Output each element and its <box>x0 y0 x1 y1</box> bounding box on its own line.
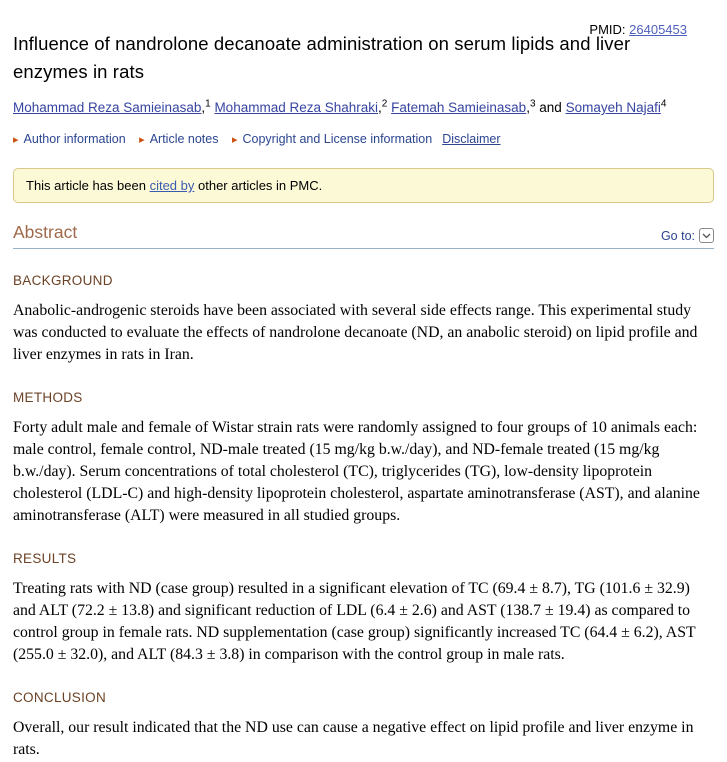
pmid-label: PMID: <box>589 22 626 37</box>
article-title: Influence of nandrolone decanoate administration on serum lipids and liver enzymes in rats <box>13 33 631 82</box>
section-text-background: Anabolic-androgenic steroids have been associated with several side effects range. This experimental study was conducted to evaluate the effects of nandrolone decanoate (ND, an anabolic steroid) on lipid profile and liver enzymes in rats in Iran. <box>13 302 698 363</box>
author-link-1[interactable]: Mohammad Reza Samieinasab <box>13 100 202 115</box>
article-notes-link[interactable]: Article notes <box>149 132 219 146</box>
section-heading-conclusion: CONCLUSION <box>13 690 107 705</box>
author-affiliation-sup-3: 3 <box>529 98 536 110</box>
section-heading-results: RESULTS <box>13 551 77 566</box>
goto-label[interactable]: Go to: <box>660 228 695 243</box>
article-page <box>0 22 727 761</box>
authors-line <box>13 99 714 117</box>
goto-control[interactable] <box>661 228 714 243</box>
author-information-link[interactable]: Author information <box>23 132 126 146</box>
notice-text-after: other articles in PMC. <box>194 178 323 193</box>
disclaimer-link[interactable]: Disclaimer <box>442 132 501 146</box>
arrow-bullet-icon: ▸ <box>13 134 19 146</box>
copyright-license-link[interactable]: Copyright and License information <box>242 132 433 146</box>
author-link-4[interactable]: Somayeh Najafi <box>565 100 661 115</box>
authors-conjunction: and <box>539 100 562 115</box>
section-heading-background: BACKGROUND <box>13 273 113 288</box>
section-text-methods: Forty adult male and female of Wistar strain rats were randomly assigned to four groups of 10 animals each: male control, female control, ND-male treated (15 mg/kg b.w./day), and ND-female treated (15 mg/kg b.w./day). Serum concentrations of total cholesterol (TC), triglycerides (TG), low-density lipoprotein cholesterol (LDL-C) and high-density lipoprotein cholesterol, aspartate aminotransferase (AST), and alanine aminotransferase (ALT) were measured in all studied groups. <box>13 419 700 524</box>
pmid-line <box>589 22 687 37</box>
section-heading-methods: METHODS <box>13 390 83 405</box>
abstract-header <box>13 222 714 249</box>
author-link-3[interactable]: Fatemah Samieinasab <box>391 100 527 115</box>
author-affiliation-sup-2: 2 <box>381 98 388 110</box>
author-separator: , <box>526 100 530 115</box>
author-link-2[interactable]: Mohammad Reza Shahraki <box>214 100 379 115</box>
author-separator: , <box>378 100 382 115</box>
arrow-bullet-icon: ▸ <box>231 134 238 146</box>
section-text-results: Treating rats with ND (case group) resulted in a significant elevation of TC (69.4 ± 8.7), TG (101.6 ± 32.9) and ALT (72.2 ± 13.8) and significant reduction of LDL (6.4 ± 2.6) and AST (138.7 ± 19.4) as compared to control group in female rats. ND supplementation (case group) significantly increased TC (64.4 ± 6.2), AST (255.0 ± 32.0), and ALT (84.3 ± 3.8) in comparison with the control group in male rats. <box>13 580 696 663</box>
author-separator: , <box>201 100 206 115</box>
author-affiliation-sup-4: 4 <box>660 98 667 110</box>
pmid-link[interactable]: 26405453 <box>629 22 687 37</box>
arrow-bullet-icon: ▸ <box>139 134 145 146</box>
author-affiliation-sup-1: 1 <box>205 98 211 110</box>
cited-by-link[interactable]: cited by <box>149 178 195 193</box>
section-text-conclusion: Overall, our result indicated that the ND use can cause a negative effect on lipid profile and liver enzyme in rats. <box>13 719 694 758</box>
citation-notice-banner <box>13 168 714 203</box>
abstract-heading: Abstract <box>13 222 78 242</box>
article-meta-row <box>13 132 714 146</box>
chevron-down-icon[interactable] <box>699 228 714 243</box>
notice-text-before: This article has been <box>26 178 150 193</box>
